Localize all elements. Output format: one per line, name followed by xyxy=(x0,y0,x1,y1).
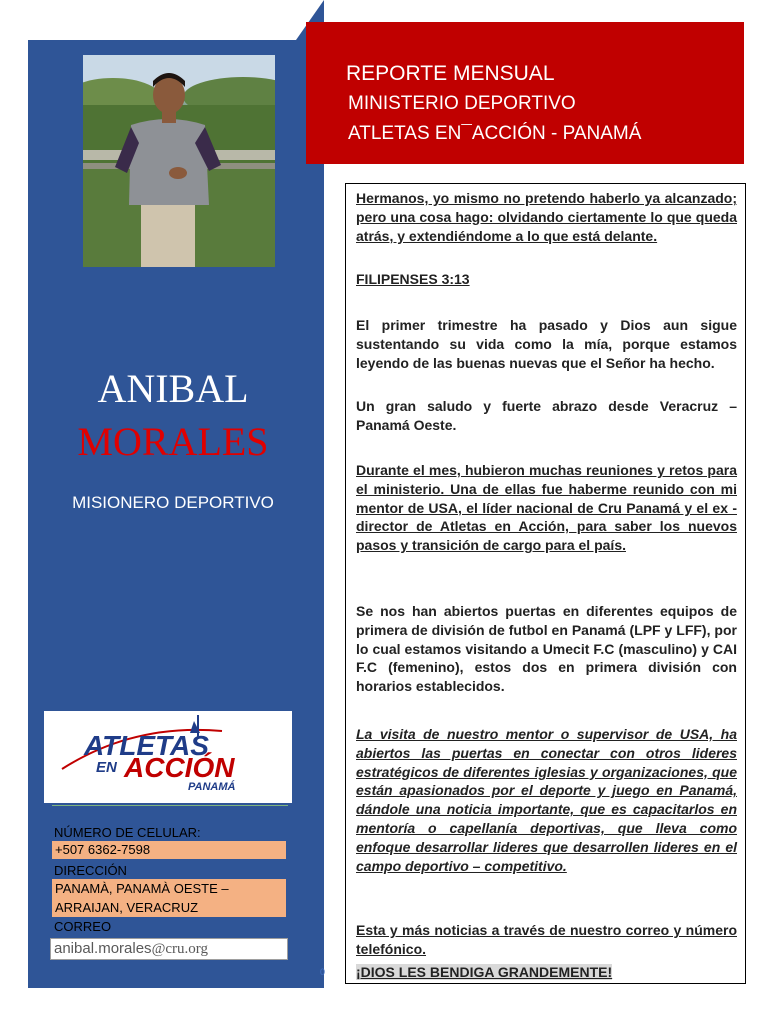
stray-mark: 0 xyxy=(320,967,326,977)
profile-photo xyxy=(83,55,275,267)
ministry-title: MINISTERIO DEPORTIVO xyxy=(348,93,576,114)
email-value[interactable] xyxy=(54,940,208,958)
paragraph-5: La visita de nuestro mentor o supervisor de USA, ha abiertos las puertas en conectar con otros lideres estratégicos de diferentes iglesias y organizaciones, que están apasionados por el deporte y juego en Panamá, dándole una noticia importante, que es capacitarlos en mentoría o capellanía deportivas, que lleva como enfoque desarrollar lideres que desarrollen lideres en el campo deportivo – competitivo. xyxy=(356,726,737,874)
logo-divider xyxy=(52,805,288,806)
paragraph-1: El primer trimestre ha pasado y Dios aun sigue sustentando su vida como la mía, porque estamos leyendo de las buenas nuevas que el Señor ha hecho. xyxy=(356,317,737,371)
email-user: anibal.morales xyxy=(54,940,152,957)
verse-text: Hermanos, yo mismo no pretendo haberlo ya alcanzado; pero una cosa hago: olvidando ciertamente lo que queda atrás, y extendiéndome a lo que está delante. xyxy=(356,190,737,244)
atletas-logo-mark xyxy=(44,711,292,803)
email-label: CORREO xyxy=(54,919,112,934)
last-name: MORALES xyxy=(77,419,269,464)
organization-title: ATLETAS EN¯ACCIÓN - PANAMÁ xyxy=(348,123,642,144)
phone-label: NÚMERO DE CELULAR: xyxy=(54,825,201,840)
email-domain: @cru.org xyxy=(151,941,209,957)
phone-field xyxy=(52,841,286,859)
closing-text: ¡DIOS LES BENDIGA GRANDEMENTE! xyxy=(356,964,613,980)
email-field xyxy=(50,938,288,960)
logo-word-panama: PANAMÁ xyxy=(188,781,236,793)
header-banner xyxy=(306,22,744,164)
address-line-1: PANAMÀ, PANAMÀ OESTE – xyxy=(55,881,229,896)
verse-reference: FILIPENSES 3:13 xyxy=(356,271,470,287)
closing-line xyxy=(356,963,737,982)
atletas-logo xyxy=(44,711,292,803)
paragraph-4: Se nos han abiertos puertas en diferentes equipos de primera de división de futbol en Panamá (LPF y LFF), por lo cual estamos visitando a Umecit F.C (masculino) y CAI F.C (femenino), estos dos en primera división con horarios establecidos. xyxy=(356,603,737,695)
paragraph-2: Un gran saludo y fuerte abrazo desde Veracruz – Panamá Oeste. xyxy=(356,398,737,433)
role-title: MISIONERO DEPORTIVO xyxy=(72,493,274,512)
paragraph-3: Durante el mes, hubieron muchas reuniones y retos para el ministerio. Una de ellas fue haberme reunido con mi mentor de USA, el líder nacional de Cru Panamá y el ex - director de Atletas en Acción, para saber los nuevos pasos y transición de cargo para el país. xyxy=(356,462,737,554)
profile-photo-illustration xyxy=(83,55,275,267)
logo-word-en: EN xyxy=(96,759,117,776)
report-text-box xyxy=(345,183,746,984)
address-field xyxy=(52,879,286,917)
address-label: DIRECCIÓN xyxy=(54,863,127,878)
first-name: ANIBAL xyxy=(97,366,249,411)
phone-value: +507 6362-7598 xyxy=(55,842,151,857)
logo-word-accion: ACCIÓN xyxy=(124,752,235,783)
address-line-2: ARRAIJAN, VERACRUZ xyxy=(55,900,199,915)
report-title: REPORTE MENSUAL xyxy=(346,62,555,85)
paragraph-6: Esta y más noticias a través de nuestro correo y número telefónico. xyxy=(356,922,737,957)
logo-word-atletas: ATLETAS xyxy=(84,730,209,761)
